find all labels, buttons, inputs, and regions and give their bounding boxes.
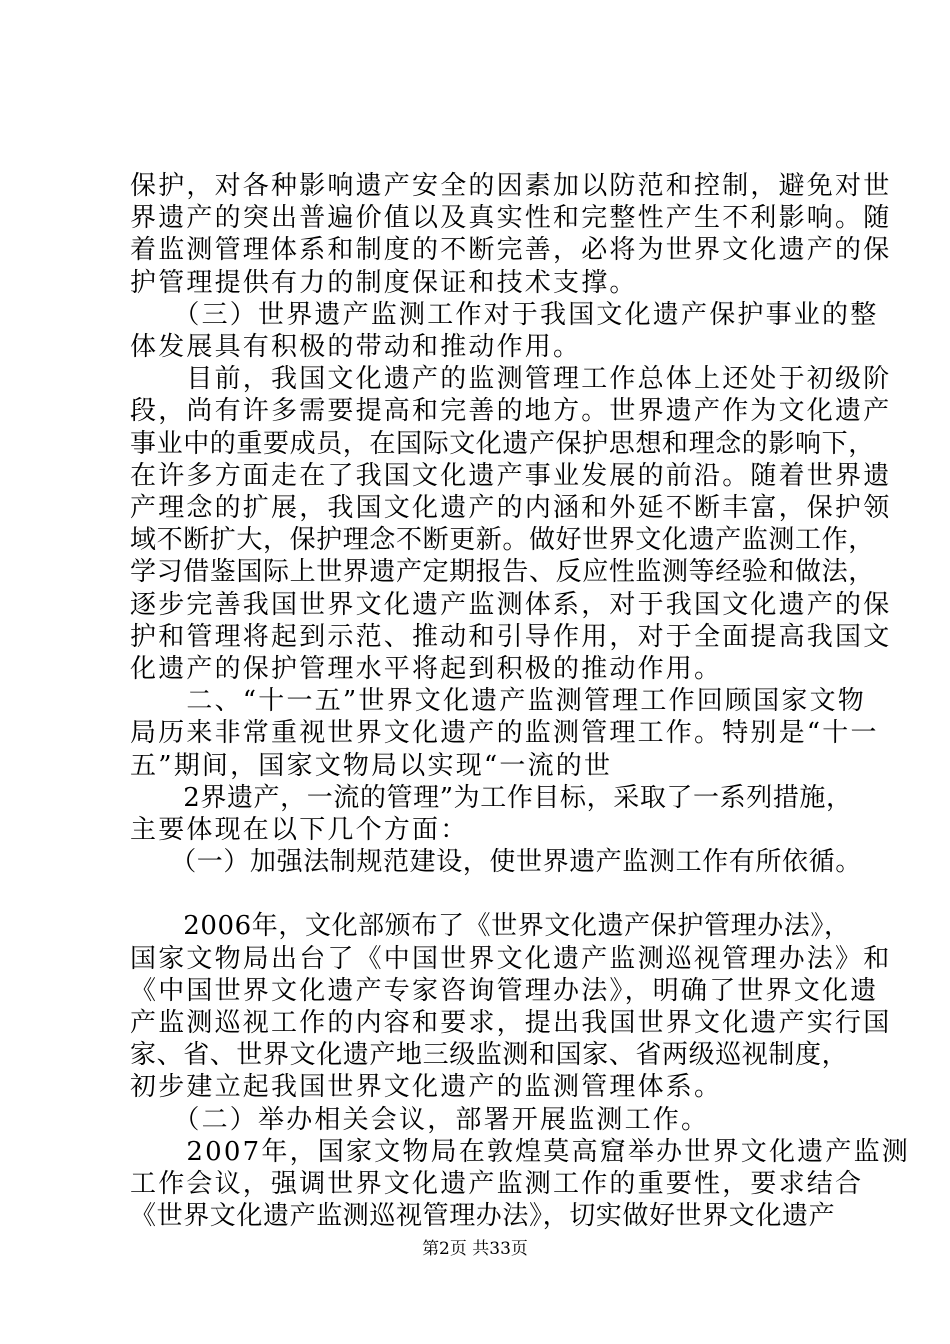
text-line: 《世界文化遗产监测巡视管理办法》，切实做好世界文化遗产	[130, 1201, 836, 1232]
text-line: 段，尚有许多需要提高和完善的地方。世界遗产作为文化遗产	[130, 396, 892, 427]
text-line: 域不断扩大，保护理念不断更新。做好世界文化遗产监测工作，	[130, 525, 875, 556]
text-line: 2006年，文化部颁布了《世界文化遗产保护管理办法》，	[130, 911, 851, 942]
text-line: 家、省、世界文化遗产地三级监测和国家、省两级巡视制度，	[130, 1040, 849, 1071]
text-line: （二）举办相关会议，部署开展监测工作。	[130, 1104, 710, 1135]
text-line: 逐步完善我国世界文化遗产监测体系，对于我国文化遗产的保	[130, 589, 892, 620]
text-line: 学习借鉴国际上世界遗产定期报告、反应性监测等经验和做法，	[130, 557, 875, 588]
paragraph-gap	[130, 878, 830, 910]
text-line: 主要体现在以下几个方面：	[130, 815, 469, 846]
text-line: 护管理提供有力的制度保证和技术支撑。	[130, 267, 638, 298]
text-line: 体发展具有积极的带动和推动作用。	[130, 332, 582, 363]
text-line: 产监测巡视工作的内容和要求，提出我国世界文化遗产实行国	[130, 1008, 892, 1039]
text-line: 初步建立起我国世界文化遗产的监测管理体系。	[130, 1072, 723, 1103]
text-line: 局历来非常重视世界文化遗产的监测管理工作。特别是“十一	[130, 718, 879, 749]
text-line: 《中国世界文化遗产专家咨询管理办法》，明确了世界文化遗	[130, 975, 879, 1006]
text-line: （三）世界遗产监测工作对于我国文化遗产保护事业的整	[130, 299, 879, 330]
text-line: （一）加强法制规范建设，使世界遗产监测工作有所依循。	[130, 847, 862, 878]
page-footer	[0, 1238, 950, 1260]
text-line: 化遗产的保护管理水平将起到积极的推动作用。	[130, 654, 723, 685]
page-number: 第2页 共33页	[422, 1239, 528, 1259]
text-line: 国家文物局出台了《中国世界文化遗产监测巡视管理办法》和	[130, 943, 892, 974]
text-line: 2界遗产，一流的管理”为工作目标，采取了一系列措施，	[130, 782, 853, 813]
text-line: 2007年，国家文物局在敦煌莫高窟举办世界文化遗产监测	[130, 1136, 910, 1167]
text-line: 二、“十一五”世界文化遗产监测管理工作回顾国家文物	[130, 686, 866, 717]
body-text	[130, 170, 910, 1233]
text-line: 在许多方面走在了我国文化遗产事业发展的前沿。随着世界遗	[130, 460, 892, 491]
text-line: 工作会议，强调世界文化遗产监测工作的重要性，要求结合	[130, 1169, 864, 1200]
text-line: 保护，对各种影响遗产安全的因素加以防范和控制，避免对世	[130, 171, 892, 201]
text-line: 事业中的重要成员，在国际文化遗产保护思想和理念的影响下，	[130, 428, 875, 459]
text-line: 界遗产的突出普遍价值以及真实性和完整性产生不利影响。随	[130, 203, 892, 234]
text-line: 五”期间，国家文物局以实现“一流的世	[130, 750, 613, 781]
text-line: 着监测管理体系和制度的不断完善，必将为世界文化遗产的保	[130, 235, 892, 266]
text-line: 目前，我国文化遗产的监测管理工作总体上还处于初级阶	[130, 364, 892, 395]
text-line: 产理念的扩展，我国文化遗产的内涵和外延不断丰富，保护领	[130, 493, 892, 524]
text-line: 护和管理将起到示范、推动和引导作用，对于全面提高我国文	[130, 621, 892, 652]
